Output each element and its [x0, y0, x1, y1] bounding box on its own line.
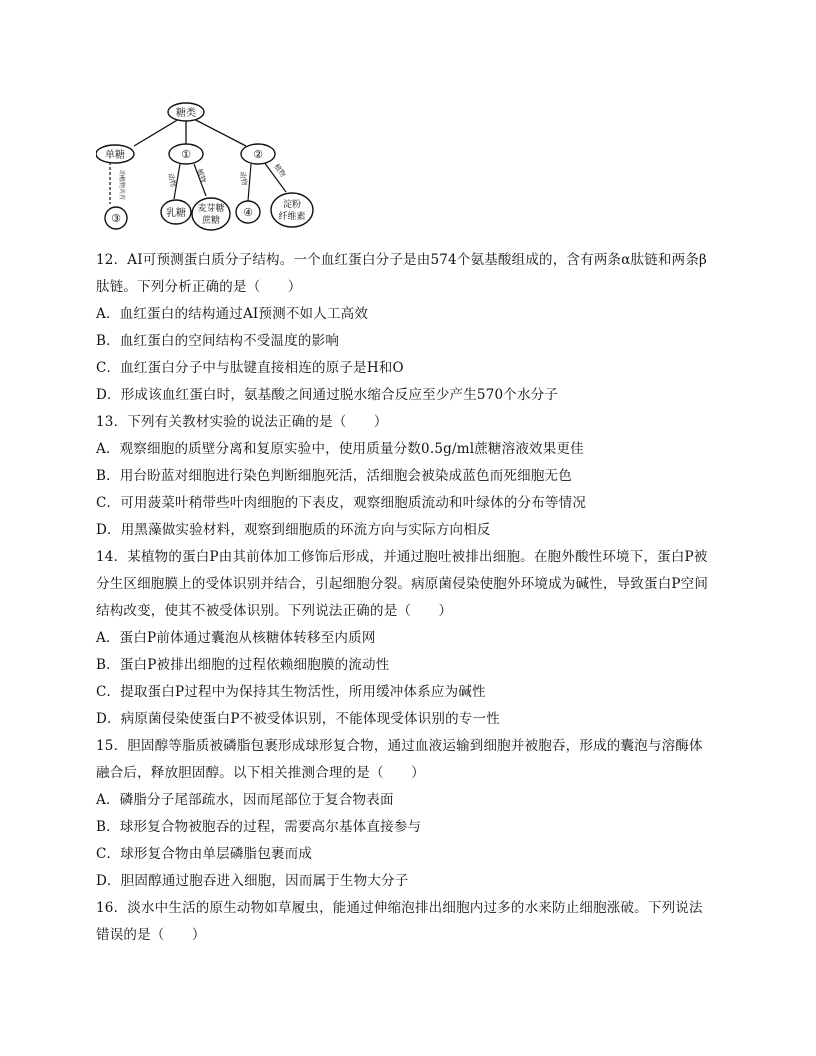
q14-option-a: A．蛋白P前体通过囊泡从核糖体转移至内质网	[96, 630, 376, 646]
maltose-label: 麦芽糖	[197, 204, 225, 214]
sucrose-label: 蔗糖	[201, 216, 221, 226]
lactose-label: 乳糖	[166, 208, 186, 219]
q12-stem-line-1: 12．AI可预测蛋白质分子结构。一个血红蛋白分子是由574个氨基酸组成的，含有两条α肽链和两条β	[96, 252, 708, 268]
question-text	[96, 247, 736, 949]
q12-stem-line-2: 肽链。下列分析正确的是（ ）	[96, 279, 302, 295]
q16-stem-line-1: 16．淡水中生活的原生动物如草履虫，能通过伸缩泡排出细胞内过多的水来防止细胞涨破。下列说法	[96, 900, 703, 916]
q15-option-c: C．球形复合物由单层磷脂包裹而成	[96, 846, 313, 862]
edge-label-animal-2: 动物	[238, 170, 249, 187]
q15-stem-line-1: 15．胆固醇等脂质被磷脂包裹形成球形复合物，通过血液运输到细胞并被胞吞，形成的囊泡与溶酶体	[96, 738, 703, 754]
cellulose-label: 纤维素	[278, 212, 306, 222]
q12-option-d: D．形成该血红蛋白时，氨基酸之间通过脱水缩合反应至少产生570个水分子	[96, 387, 559, 403]
q12-option-c: C．血红蛋白分子中与肽键直接相连的原子是H和O	[96, 360, 404, 376]
node-2-label: ②	[253, 148, 263, 161]
q12-option-a: A．血红蛋白的结构通过AI预测不如人工高效	[96, 306, 369, 322]
edge-label-animal-1: 动物	[166, 172, 178, 189]
edge-label-plant-2: 植物	[272, 162, 287, 179]
monosaccharide-label: 单糖	[105, 150, 125, 161]
q13-option-a: A．观察细胞的质壁分离和复原实验中，使用质量分数0.5g/ml蔗糖溶液效果更佳	[96, 441, 584, 457]
diagram-svg	[96, 96, 336, 238]
q13-option-d: D．用黑藻做实验材料，观察到细胞质的环流方向与实际方向相反	[96, 522, 491, 538]
q14-option-c: C．提取蛋白P过程中为保持其生物活性，所用缓冲体系应为碱性	[96, 684, 486, 700]
q12-option-b: B．血红蛋白的空间结构不受温度的影响	[96, 333, 340, 349]
node-4-label: ④	[243, 206, 253, 219]
q13-option-b: B．用台盼蓝对细胞进行染色判断细胞死活，活细胞会被染成蓝色而死细胞无色	[96, 468, 572, 484]
q15-option-b: B．球形复合物被胞吞的过程，需要高尔基体直接参与	[96, 819, 422, 835]
edge-label-shared: 动植物共有	[118, 170, 125, 201]
q15-option-a: A．磷脂分子尾部疏水，因而尾部位于复合物表面	[96, 792, 394, 808]
q15-option-d: D．胆固醇通过胞吞进入细胞，因而属于生物大分子	[96, 873, 409, 889]
q13-option-c: C．可用菠菜叶稍带些叶肉细胞的下表皮，观察细胞质流动和叶绿体的分布等情况	[96, 495, 587, 511]
edge-label-plant-1: 植物	[195, 167, 208, 184]
q14-stem-line-2: 分生区细胞膜上的受体识别并结合，引起细胞分裂。病原菌侵染使胞外环境成为碱性，导致蛋白P空间	[96, 576, 709, 592]
q14-option-d: D．病原菌侵染使蛋白P不被受体识别，不能体现受体识别的专一性	[96, 711, 500, 727]
node-1-label: ①	[181, 148, 191, 161]
q14-option-b: B．蛋白P被排出细胞的过程依赖细胞膜的流动性	[96, 657, 390, 673]
starch-label: 淀粉	[282, 200, 302, 210]
carbohydrate-classification-diagram	[96, 96, 336, 238]
q15-stem-line-2: 融合后，释放胆固醇。以下相关推测合理的是（ ）	[96, 765, 425, 781]
node-3-label: ③	[111, 212, 121, 225]
root-label: 糖类	[176, 108, 196, 119]
q16-stem-line-2: 错误的是（ ）	[96, 927, 206, 943]
q13-stem: 13．下列有关教材实验的说法正确的是（ ）	[96, 414, 388, 430]
q14-stem-line-3: 结构改变，使其不被受体识别。下列说法正确的是（ ）	[96, 603, 453, 619]
q14-stem-line-1: 14．某植物的蛋白P由其前体加工修饰后形成，并通过胞吐被排出细胞。在胞外酸性环境下，蛋白P被	[96, 549, 708, 565]
